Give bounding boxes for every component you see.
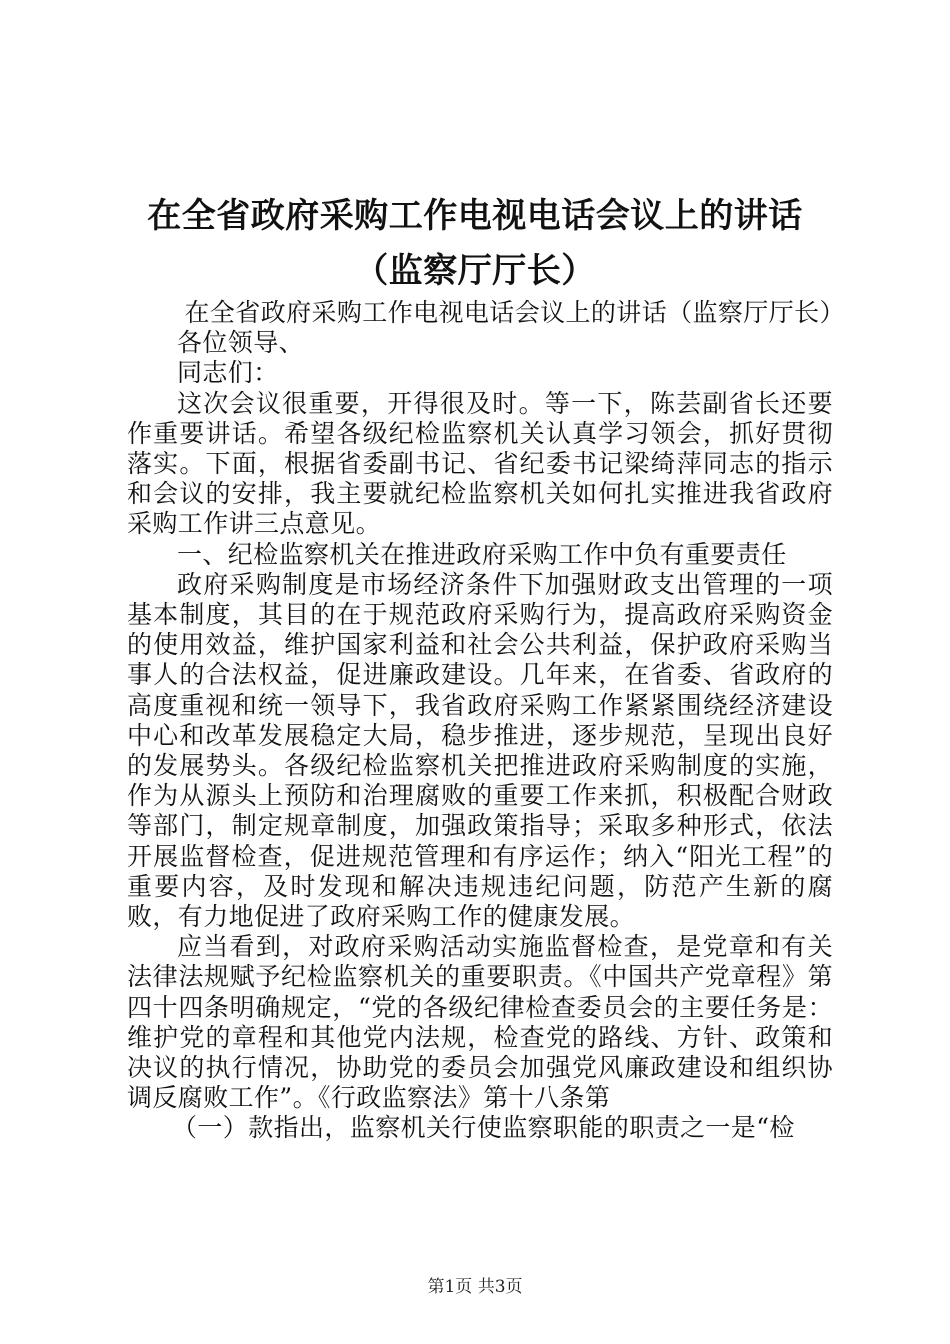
paragraph-body-1: 政府采购制度是市场经济条件下加强财政支出管理的一项基本制度，其目的在于规范政府采购行为，提高政府采购资金的使用效益，维护国家利益和社会公共利益，保护政府采购当事人的合法权益，促进廉政建设。几年来，在省委、省政府的高度重视和统一领导下，我省政府采购工作紧紧围绕经济建设中心和改革发展稳定大局，稳步推进，逐步规范，呈现出良好的发展势头。各级纪检监察机关把推进政府采购制度的实施，作为从源头上预防和治理腐败的重要工作来抓，积极配合财政等部门，制定规章制度，加强政策指导；采取多种形式，依法开展监督检查，促进规范管理和有序运作；纳入“阳光工程”的重要内容，及时发现和解决违规违纪问题，防范产生新的腐败，有力地促进了政府采购工作的健康发展。 bbox=[127, 569, 833, 932]
paragraph-repeated-title: 在全省政府采购工作电视电话会议上的讲话（监察厅厅长） bbox=[184, 298, 845, 327]
paragraph-body-3: （一）款指出，监察机关行使监察职能的职责之一是“检 bbox=[172, 1113, 795, 1143]
paragraph-salutation-2: 同志们： bbox=[177, 358, 279, 388]
section-heading-1: 一、纪检监察机关在推进政府采购工作中负有重要责任 bbox=[177, 539, 787, 569]
paragraph-body-2: 应当看到，对政府采购活动实施监督检查，是党章和有关法律法规赋予纪检监察机关的重要职责。《中国共产党章程》第四十四条明确规定，“党的各级纪律检查委员会的主要任务是：维护党的章程和其他党内法规，检查党的路线、方针、政策和决议的执行情况，协助党的委员会加强党风廉政建设和组织协调反腐败工作”。《行政监察法》第十八条第 bbox=[127, 932, 833, 1113]
paragraph-salutation-1: 各位领导、 bbox=[177, 328, 305, 358]
paragraph-intro: 这次会议很重要，开得很及时。等一下，陈芸副省长还要作重要讲话。希望各级纪检监察机关认真学习领会，抓好贯彻落实。下面，根据省委副书记、省纪委书记梁绮萍同志的指示和会议的安排，我主要就纪检监察机关如何扎实推进我省政府采购工作讲三点意见。 bbox=[127, 388, 833, 539]
document-title-line-2: （监察厅厅长） bbox=[354, 251, 596, 291]
document-title-line-1: 在全省政府采购工作电视电话会议上的讲话 bbox=[147, 196, 803, 236]
page-footer: 第1页 共3页 bbox=[427, 1277, 523, 1297]
document-body bbox=[127, 298, 845, 1144]
